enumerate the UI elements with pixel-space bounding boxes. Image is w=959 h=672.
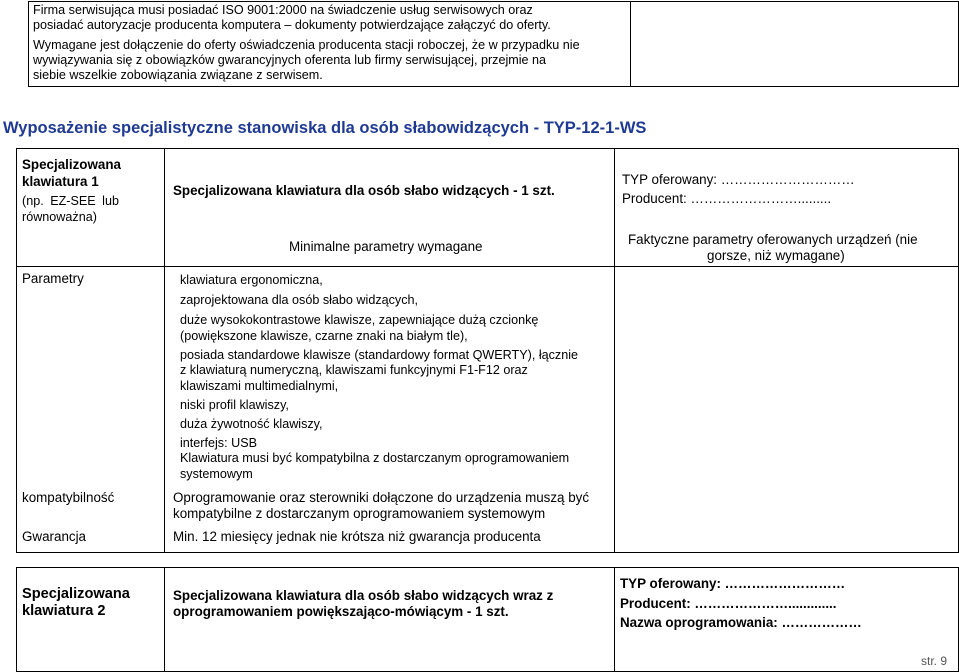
top-note-line4: wywiązywania się z obowiązków gwarancyjnych oferenta lub firmy serwisującej, przejmie na [33,53,547,67]
warranty-text: Min. 12 miesięcy jednak nie krótsza niż gwarancja producenta [173,529,541,544]
item1-description: Specjalizowana klawiatura dla osób słabo widzących - 1 szt. [173,183,555,198]
compat-label: kompatybilność [22,490,115,505]
param-line-4: posiada standardowe klawisze (standardowy format QWERTY), łącznie [180,348,579,362]
actual-params-header-line2: gorsze, niż wymagane) [707,248,845,263]
top-note-line1: Firma serwisująca musi posiadać ISO 9001:2000 na świadczenie usług serwisowych oraz [33,3,533,17]
item2-typ-field[interactable]: TYP oferowany: ……………………… [620,576,846,591]
min-params-header: Minimalne parametry wymagane [289,239,483,254]
top-note-line2: posiadać autoryzacje producenta komputera – dokumenty potwierdzające załączyć do oferty. [33,18,551,32]
compat-line1: Oprogramowanie oraz sterowniki dołączone do urządzenia muszą być [173,490,590,505]
item2-desc-line2: oprogramowaniem powiększająco-mówiącym - 1 szt. [173,604,509,619]
top-note-line5: siebie wszelkie zobowiązania związane z serwisem. [33,68,323,82]
param-line-10: Klawiatura musi być kompatybilna z dostarczanym oprogramowaniem [180,451,570,465]
item1-producent-field[interactable]: Producent: ……………………......... [622,191,832,206]
actual-params-header-line1: Faktyczne parametry oferowanych urządzeń (nie [628,232,918,247]
item1-typ-field[interactable]: TYP oferowany: ………………………… [622,172,855,187]
param-line-5: z klawiaturą numeryczną, klawiszami funkcyjnymi F1-F12 oraz [180,363,528,377]
param-line-3: (powiększone klawisze, czarne znaki na białym tle), [180,329,468,343]
params-label: Parametry [22,271,84,286]
param-line-2: duże wysokokontrastowe klawisze, zapewniające dużą czcionkę [180,313,539,327]
item1-name-line1: Specjalizowana [22,157,121,172]
param-line-11: systemowym [180,467,253,481]
item1-name-line2: klawiatura 1 [22,174,99,189]
item1-name-line4: równoważna) [22,210,97,224]
param-line-8: duża żywotność klawiszy, [180,417,323,431]
param-line-1: zaprojektowana dla osób słabo widzących, [180,293,419,307]
item1-name-line3: (np. EZ-SEE lub [22,194,119,208]
item2-producent-field[interactable]: Producent: …………………............. [620,596,837,611]
page-number: str. 9 [920,654,947,668]
param-line-7: niski profil klawiszy, [180,398,289,412]
warranty-label: Gwarancja [22,529,87,544]
item2-name-line2: klawiatura 2 [22,603,106,619]
param-line-9: interfejs: USB [180,436,257,450]
item2-software-field[interactable]: Nazwa oprogramowania: ……………… [620,615,862,630]
top-note-line3: Wymagane jest dołączenie do oferty oświadczenia producenta stacji roboczej, że w przypadku nie [33,38,580,52]
compat-line2: kompatybilne z dostarczanym oprogramowaniem systemowym [173,506,546,521]
item2-name-line1: Specjalizowana [22,586,130,602]
param-line-6: klawiszami multimedialnymi, [180,379,339,393]
section-title: Wyposażenie specjalistyczne stanowiska dla osób słabowidzących - TYP-12-1-WS [3,119,647,137]
item2-desc-line1: Specjalizowana klawiatura dla osób słabo widzących wraz z [173,588,554,603]
param-line-0: klawiatura ergonomiczna, [180,273,323,287]
